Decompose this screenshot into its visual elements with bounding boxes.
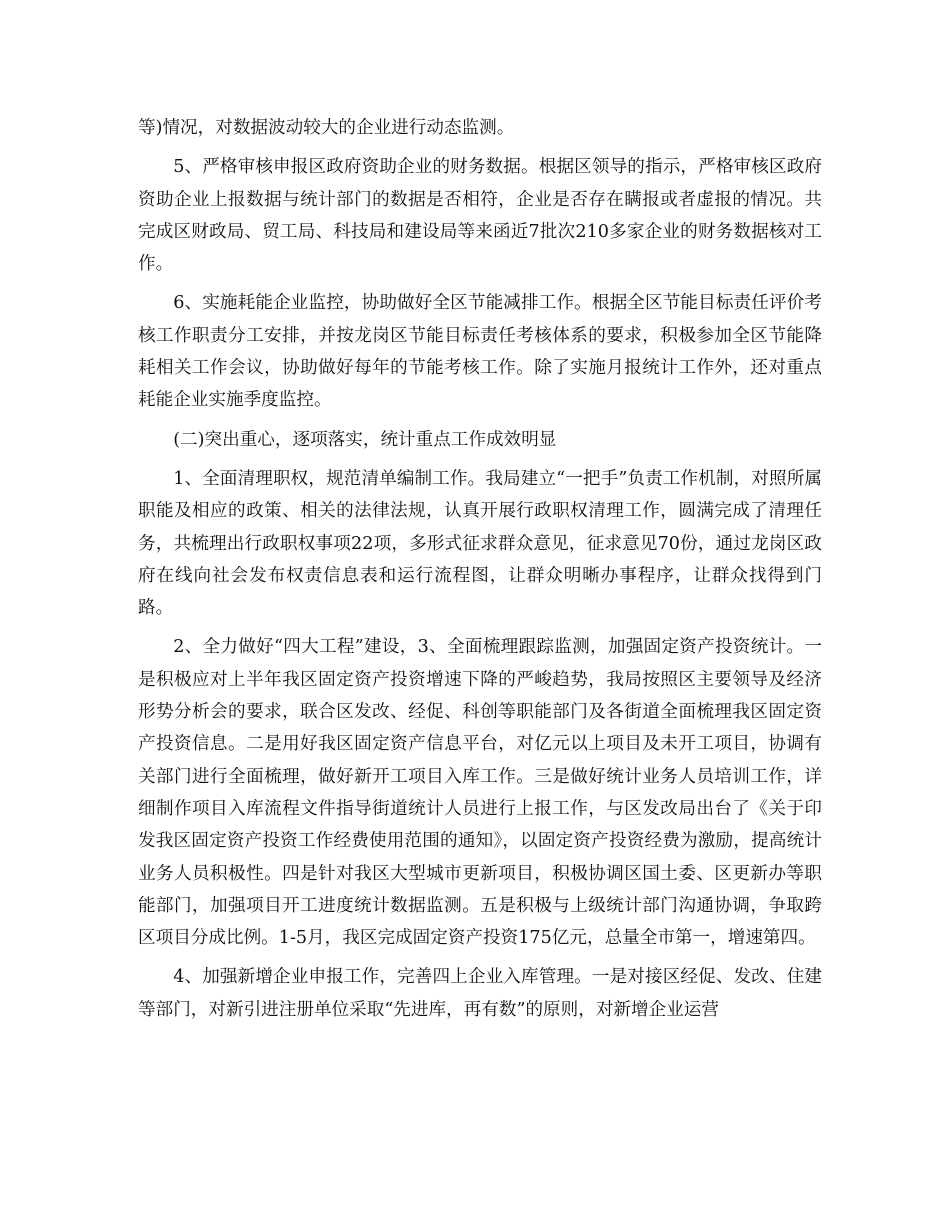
section-heading-2: (二)突出重心，逐项落实，统计重点工作成效明显 — [173, 429, 557, 450]
paragraph-item-4: 4、加强新增企业申报工作，完善四上企业入库管理。一是对接区经促、发改、住建等部门，对新引进注册单位采取“先进库，再有数”的原则，对新增企业运营 — [138, 967, 822, 1020]
paragraph-continuation: 等)情况，对数据波动较大的企业进行动态监测。 — [138, 118, 515, 138]
paragraph-item-6: 6、实施耗能企业监控，协助做好全区节能减排工作。根据全区节能目标责任评价考核工作职责分工安排，并按龙岗区节能目标责任考核体系的要求，积极参加全区节能降耗相关工作会议，协助做好每年的节能考核工作。除了实施月报统计工作外，还对重点耗能企业实施季度监控。 — [138, 293, 822, 411]
paragraph-item-1: 1、全面清理职权，规范清单编制工作。我局建立“一把手”负责工作机制，对照所属职能及相应的政策、相关的法律法规，认真开展行政职权清理工作，圆满完成了清理任务，共梳理出行政职权事项22项，多形式征求群众意见，征求意见70份，通过龙岗区政府在线向社会发布权责信息表和运行流程图，让群众明晰办事程序，让群众找得到门路。 — [138, 468, 822, 619]
document-body — [138, 112, 822, 1033]
paragraph-item-2-3: 2、全力做好“四大工程”建设，3、全面梳理跟踪监测，加强固定资产投资统计。一是积极应对上半年我区固定资产投资增速下降的严峻趋势，我局按照区主要领导及经济形势分析会的要求，联合区发改、经促、科创等职能部门及各街道全面梳理我区固定资产投资信息。二是用好我区固定资产信息平台，对亿元以上项目及未开工项目，协调有关部门进行全面梳理，做好新开工项目入库工作。三是做好统计业务人员培训工作，详细制作项目入库流程文件指导街道统计人员进行上报工作，与区发改局出台了《关于印发我区固定资产投资工作经费使用范围的通知》，以固定资产投资经费为激励，提高统计业务人员积极性。四是针对我区大型城市更新项目，积极协调区国土委、区更新办等职能部门，加强项目开工进度统计数据监测。五是积极与上级统计部门沟通协调，争取跨区项目分成比例。1-5月，我区完成固定资产投资175亿元，总量全市第一，增速第四。 — [138, 637, 822, 949]
paragraph-item-5: 5、严格审核申报区政府资助企业的财务数据。根据区领导的指示，严格审核区政府资助企业上报数据与统计部门的数据是否相符，企业是否存在瞒报或者虚报的情况。共完成区财政局、贸工局、科技局和建设局等来函近7批次210多家企业的财务数据核对工作。 — [138, 157, 822, 275]
